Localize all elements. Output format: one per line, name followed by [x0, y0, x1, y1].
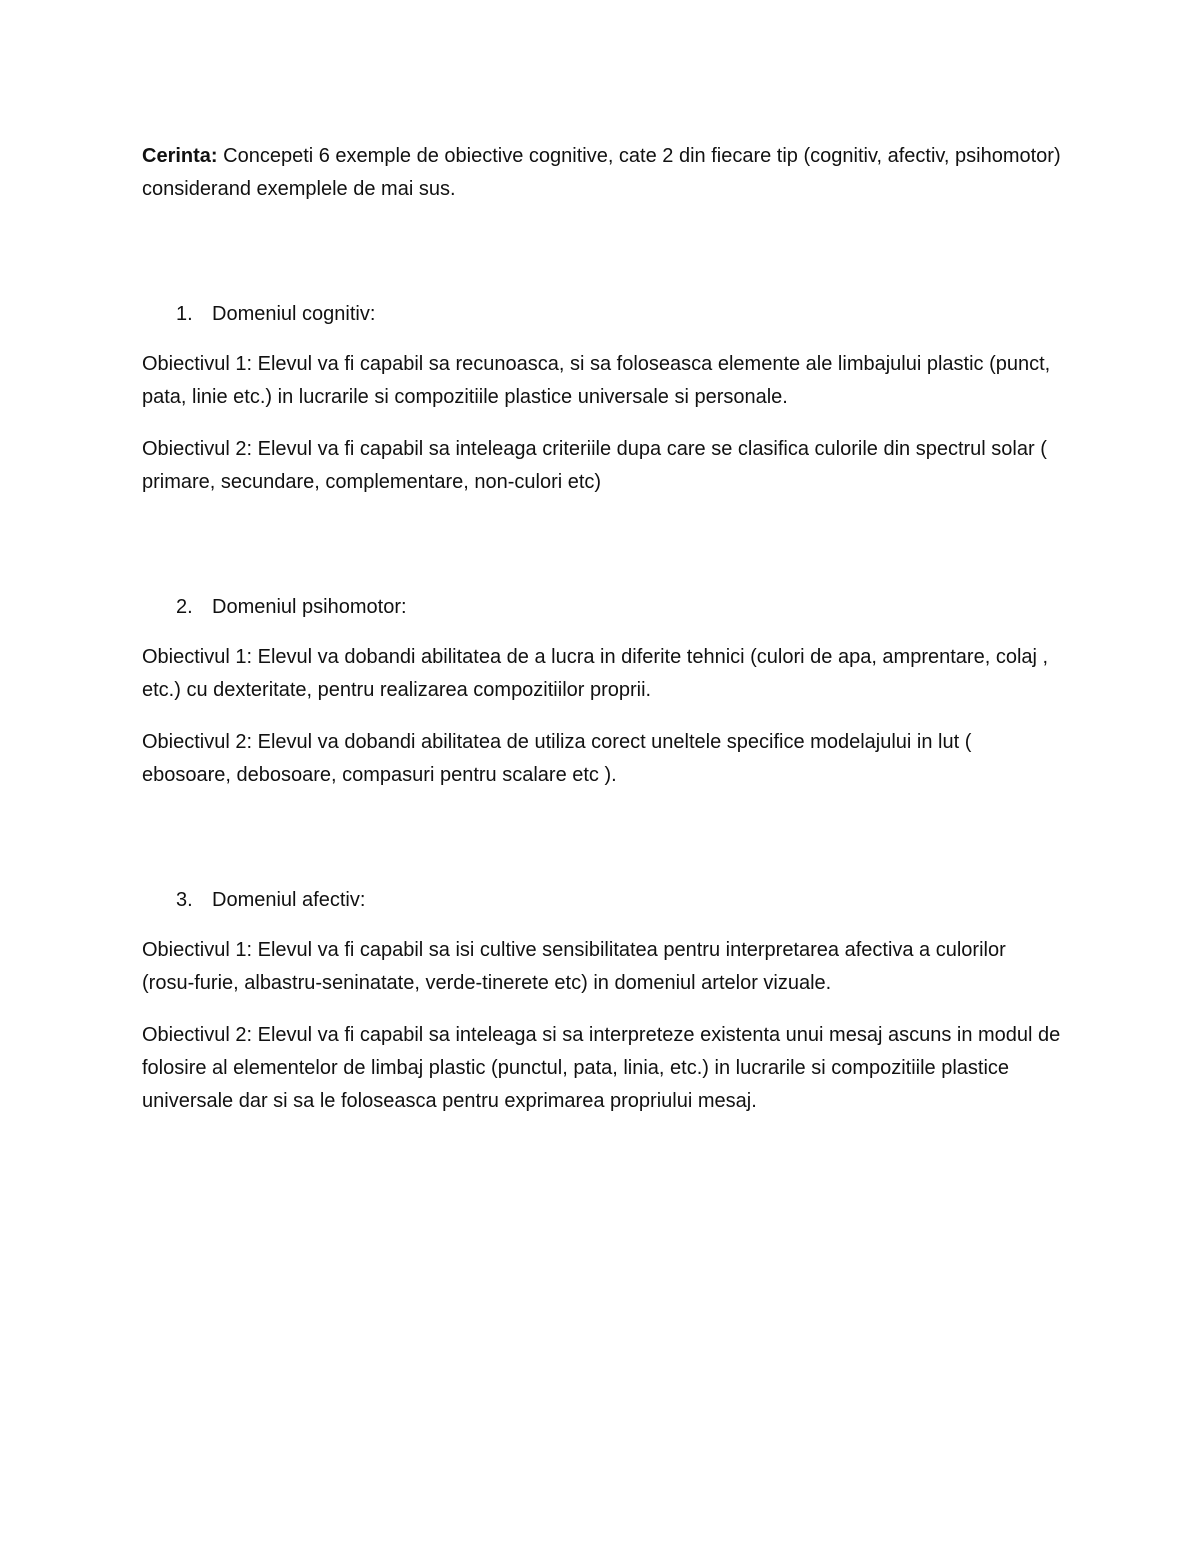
requirement-text: Concepeti 6 exemple de obiective cognitive, cate 2 din fiecare tip (cognitiv, afectiv, psihomotor) considerand exemplele de mai sus. — [142, 145, 1061, 200]
objective-paragraph: Obiectivul 2: Elevul va fi capabil sa inteleaga si sa interpreteze existenta unui mesaj ascuns in modul de folosire al elementelor de limbaj plastic (punctul, pata, linia, etc.) in lucrarile si compozitiile plastice universale dar si sa le foloseasca pentru exprimarea propriului mesaj. — [142, 1024, 1061, 1112]
section-heading — [142, 298, 1062, 331]
objective-paragraph: Obiectivul 1: Elevul va dobandi abilitatea de a lucra in diferite tehnici (culori de apa, amprentare, colaj , etc.) cu dexteritate, pentru realizarea compozitiilor proprii. — [142, 646, 1049, 701]
section-heading — [142, 884, 1062, 917]
section-heading — [142, 591, 1062, 624]
section-number: 2. — [176, 596, 193, 618]
document-body — [142, 140, 1062, 1118]
section-affective — [142, 884, 1062, 1118]
section-psychomotor — [142, 591, 1062, 792]
section-title: Domeniul cognitiv: — [212, 303, 376, 325]
requirement-lead: Cerinta: — [142, 145, 218, 167]
section-title: Domeniul psihomotor: — [212, 596, 407, 618]
objective-paragraph: Obiectivul 2: Elevul va dobandi abilitatea de utiliza corect uneltele specifice modelajului in lut ( ebosoare, debosoare, compasuri pentru scalare etc ). — [142, 731, 972, 786]
objective-paragraph: Obiectivul 1: Elevul va fi capabil sa isi cultive sensibilitatea pentru interpretarea afectiva a culorilor (rosu-furie, albastru-seninatate, verde-tinerete etc) in domeniul artelor vizuale. — [142, 939, 1006, 994]
section-number: 1. — [176, 303, 193, 325]
requirement-paragraph — [142, 140, 1062, 206]
section-cognitive — [142, 298, 1062, 499]
objective-paragraph: Obiectivul 1: Elevul va fi capabil sa recunoasca, si sa foloseasca elemente ale limbajului plastic (punct, pata, linie etc.) in lucrarile si compozitiile plastice universale si personale. — [142, 353, 1051, 408]
objective-paragraph: Obiectivul 2: Elevul va fi capabil sa inteleaga criteriile dupa care se clasifica culorile din spectrul solar ( primare, secundare, complementare, non-culori etc) — [142, 438, 1047, 493]
section-title: Domeniul afectiv: — [212, 889, 366, 911]
section-number: 3. — [176, 889, 193, 911]
